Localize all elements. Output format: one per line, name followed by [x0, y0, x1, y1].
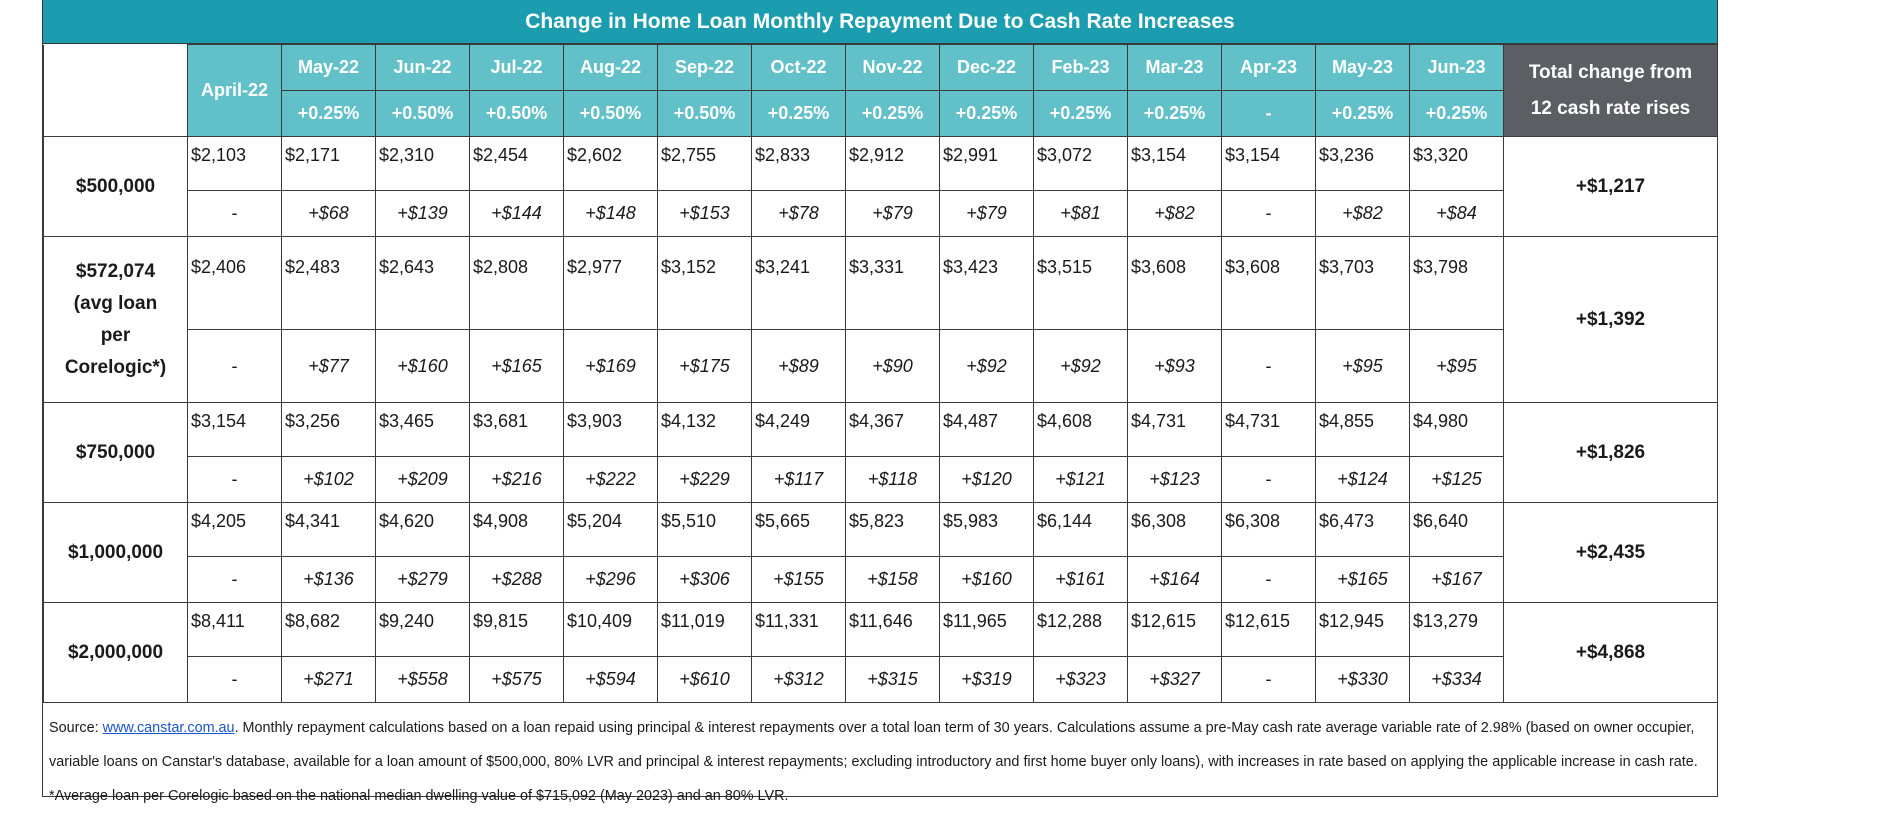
- repayment-cell: $10,409: [564, 603, 658, 657]
- month-header: Jun-23: [1410, 45, 1504, 91]
- increase-cell: +$296: [564, 557, 658, 603]
- repayment-cell: $3,320: [1410, 137, 1504, 191]
- repayment-cell: $3,465: [376, 403, 470, 457]
- increase-cell: +$209: [376, 457, 470, 503]
- repayment-cell: $3,154: [188, 403, 282, 457]
- table-row-increase: [44, 657, 1718, 703]
- repayment-cell: $11,331: [752, 603, 846, 657]
- total-header-line: Total change from: [1528, 61, 1693, 83]
- repayment-cell: $5,204: [564, 503, 658, 557]
- table-row-increase: [44, 191, 1718, 237]
- increase-cell: -: [1222, 191, 1316, 237]
- repayment-cell: $4,855: [1316, 403, 1410, 457]
- increase-cell: +$279: [376, 557, 470, 603]
- repayment-cell: $3,608: [1222, 237, 1316, 330]
- repayment-cell: $4,980: [1410, 403, 1504, 457]
- rate-change-header: +0.25%: [940, 91, 1034, 137]
- repayment-cell: $5,510: [658, 503, 752, 557]
- repayment-cell: $6,144: [1034, 503, 1128, 557]
- increase-cell: +$315: [846, 657, 940, 703]
- repayment-cell: $3,423: [940, 237, 1034, 330]
- repayment-cell: $4,132: [658, 403, 752, 457]
- table-row-increase: [44, 330, 1718, 403]
- increase-cell: +$77: [282, 330, 376, 403]
- increase-cell: +$153: [658, 191, 752, 237]
- increase-cell: +$120: [940, 457, 1034, 503]
- repayment-cell: $2,977: [564, 237, 658, 330]
- repayment-cell: $4,731: [1222, 403, 1316, 457]
- total-change-cell: +$1,392: [1504, 237, 1718, 403]
- repayment-cell: $3,703: [1316, 237, 1410, 330]
- increase-cell: +$121: [1034, 457, 1128, 503]
- month-header: Oct-22: [752, 45, 846, 91]
- table-row: [44, 403, 1718, 457]
- rate-change-header: +0.25%: [282, 91, 376, 137]
- increase-cell: +$610: [658, 657, 752, 703]
- repayment-cell: $4,249: [752, 403, 846, 457]
- increase-cell: +$164: [1128, 557, 1222, 603]
- month-header: Jun-22: [376, 45, 470, 91]
- repayment-cell: $2,602: [564, 137, 658, 191]
- table-title: Change in Home Loan Monthly Repayment Due to Cash Rate Increases: [43, 0, 1717, 44]
- rate-change-header: +0.50%: [564, 91, 658, 137]
- source-notes: [43, 703, 1717, 813]
- table-row: [44, 603, 1718, 657]
- increase-cell: +$271: [282, 657, 376, 703]
- month-header: Dec-22: [940, 45, 1034, 91]
- increase-cell: -: [188, 557, 282, 603]
- rate-change-header: +0.25%: [752, 91, 846, 137]
- repayment-cell: $6,640: [1410, 503, 1504, 557]
- table-row-increase: [44, 557, 1718, 603]
- increase-cell: +$84: [1410, 191, 1504, 237]
- table-row-increase: [44, 457, 1718, 503]
- loan-amount-line: $2,000,000: [67, 641, 164, 663]
- month-header: Jul-22: [470, 45, 564, 91]
- repayment-cell: $9,815: [470, 603, 564, 657]
- month-header: April-22: [188, 45, 282, 137]
- month-header: Feb-23: [1034, 45, 1128, 91]
- total-change-cell: +$1,826: [1504, 403, 1718, 503]
- loan-amount-label: [44, 237, 188, 403]
- repayment-cell: $3,798: [1410, 237, 1504, 330]
- repayment-cell: $3,515: [1034, 237, 1128, 330]
- increase-cell: +$92: [1034, 330, 1128, 403]
- increase-cell: +$124: [1316, 457, 1410, 503]
- total-change-cell: +$4,868: [1504, 603, 1718, 703]
- repayment-cell: $3,072: [1034, 137, 1128, 191]
- increase-cell: +$79: [846, 191, 940, 237]
- increase-cell: +$92: [940, 330, 1034, 403]
- repayment-cell: $2,310: [376, 137, 470, 191]
- increase-cell: -: [1222, 330, 1316, 403]
- increase-cell: +$327: [1128, 657, 1222, 703]
- repayment-cell: $3,903: [564, 403, 658, 457]
- repayment-cell: $3,152: [658, 237, 752, 330]
- repayment-cell: $11,965: [940, 603, 1034, 657]
- loan-amount-line: $750,000: [75, 441, 156, 463]
- repayment-cell: $6,308: [1222, 503, 1316, 557]
- increase-cell: +$175: [658, 330, 752, 403]
- repayment-cell: $12,288: [1034, 603, 1128, 657]
- repayment-cell: $2,643: [376, 237, 470, 330]
- increase-cell: +$102: [282, 457, 376, 503]
- repayment-cell: $11,019: [658, 603, 752, 657]
- total-change-cell: +$2,435: [1504, 503, 1718, 603]
- loan-amount-label: [44, 603, 188, 703]
- table-row: [44, 137, 1718, 191]
- increase-cell: +$160: [940, 557, 1034, 603]
- repayment-cell: $5,983: [940, 503, 1034, 557]
- loan-amount-line: $500,000: [75, 175, 156, 197]
- repayment-cell: $2,912: [846, 137, 940, 191]
- repayment-cell: $8,411: [188, 603, 282, 657]
- loan-amount-label: [44, 403, 188, 503]
- month-header: May-23: [1316, 45, 1410, 91]
- total-change-cell: +$1,217: [1504, 137, 1718, 237]
- increase-cell: +$93: [1128, 330, 1222, 403]
- increase-cell: +$123: [1128, 457, 1222, 503]
- increase-cell: +$68: [282, 191, 376, 237]
- increase-cell: -: [1222, 557, 1316, 603]
- repayment-cell: $4,341: [282, 503, 376, 557]
- loan-amount-line: $572,074: [75, 260, 156, 282]
- increase-cell: +$161: [1034, 557, 1128, 603]
- increase-cell: +$312: [752, 657, 846, 703]
- month-header: Sep-22: [658, 45, 752, 91]
- repayment-cell: $2,406: [188, 237, 282, 330]
- repayment-cell: $9,240: [376, 603, 470, 657]
- repayment-cell: $2,171: [282, 137, 376, 191]
- repayment-cell: $2,454: [470, 137, 564, 191]
- loan-amount-label: [44, 503, 188, 603]
- rate-change-header: +0.50%: [658, 91, 752, 137]
- repayment-cell: $3,608: [1128, 237, 1222, 330]
- increase-cell: +$558: [376, 657, 470, 703]
- rate-change-header: +0.25%: [1316, 91, 1410, 137]
- month-header: Aug-22: [564, 45, 658, 91]
- increase-cell: +$82: [1316, 191, 1410, 237]
- loan-amount-label: [44, 137, 188, 237]
- increase-cell: +$95: [1316, 330, 1410, 403]
- increase-cell: +$306: [658, 557, 752, 603]
- repayment-cell: $4,731: [1128, 403, 1222, 457]
- increase-cell: +$160: [376, 330, 470, 403]
- increase-cell: +$323: [1034, 657, 1128, 703]
- increase-cell: +$165: [1316, 557, 1410, 603]
- increase-cell: +$118: [846, 457, 940, 503]
- header-row-months: [44, 45, 1718, 91]
- month-header: Nov-22: [846, 45, 940, 91]
- increase-cell: +$144: [470, 191, 564, 237]
- increase-cell: +$125: [1410, 457, 1504, 503]
- repayment-cell: $4,487: [940, 403, 1034, 457]
- repayment-cell: $4,620: [376, 503, 470, 557]
- increase-cell: +$165: [470, 330, 564, 403]
- increase-cell: -: [1222, 657, 1316, 703]
- increase-cell: +$594: [564, 657, 658, 703]
- repayment-cell: $2,483: [282, 237, 376, 330]
- repayment-cell: $3,681: [470, 403, 564, 457]
- source-link[interactable]: www.canstar.com.au: [102, 720, 235, 736]
- increase-cell: +$139: [376, 191, 470, 237]
- repayment-cell: $2,755: [658, 137, 752, 191]
- increase-cell: +$330: [1316, 657, 1410, 703]
- total-header-line: 12 cash rate rises: [1530, 97, 1691, 119]
- repayment-table: [43, 44, 1718, 703]
- repayment-cell: $4,908: [470, 503, 564, 557]
- increase-cell: +$95: [1410, 330, 1504, 403]
- repayment-cell: $3,241: [752, 237, 846, 330]
- repayment-cell: $3,236: [1316, 137, 1410, 191]
- rate-change-header: +0.25%: [1410, 91, 1504, 137]
- increase-cell: +$334: [1410, 657, 1504, 703]
- table-row: [44, 237, 1718, 330]
- repayment-cell: $12,945: [1316, 603, 1410, 657]
- increase-cell: +$78: [752, 191, 846, 237]
- rate-change-header: +0.50%: [470, 91, 564, 137]
- loan-amount-line: per: [100, 324, 131, 346]
- repayment-cell: $2,833: [752, 137, 846, 191]
- loan-amount-line: (avg loan: [73, 292, 158, 314]
- increase-cell: +$229: [658, 457, 752, 503]
- repayment-cell: $8,682: [282, 603, 376, 657]
- header-corner: [44, 45, 188, 137]
- increase-cell: +$575: [470, 657, 564, 703]
- repayment-cell: $4,367: [846, 403, 940, 457]
- repayment-cell: $3,256: [282, 403, 376, 457]
- repayment-cell: $12,615: [1222, 603, 1316, 657]
- repayment-cell: $5,665: [752, 503, 846, 557]
- repayment-cell: $6,308: [1128, 503, 1222, 557]
- loan-amount-line: Corelogic*): [64, 356, 167, 378]
- repayment-cell: $11,646: [846, 603, 940, 657]
- loan-amount-line: $1,000,000: [67, 541, 164, 563]
- increase-cell: +$117: [752, 457, 846, 503]
- table-row: [44, 503, 1718, 557]
- repayment-cell: $4,205: [188, 503, 282, 557]
- increase-cell: +$90: [846, 330, 940, 403]
- increase-cell: +$79: [940, 191, 1034, 237]
- rate-change-header: +0.25%: [1034, 91, 1128, 137]
- rate-change-header: +0.25%: [846, 91, 940, 137]
- increase-cell: -: [1222, 457, 1316, 503]
- notes-text: . Monthly repayment calculations based on a loan repaid using principal & interest repayments over a total loan term of 30 years. Calculations assume a pre-May cash rate average variable rate of 2.98% (based on owner occupier, variable loans on Canstar's database, available for a loan amount of $500,000, 80% LVR and principal & interest repayments; excluding introductory and first home buyer only loans), with increases in rate based on applying the applicable increase in cash rate. *Average loan per Corelogic based on the national median dwelling value of $715,092 (May 2023) and an 80% LVR.: [49, 720, 1698, 804]
- increase-cell: +$169: [564, 330, 658, 403]
- total-change-header: [1504, 45, 1718, 137]
- increase-cell: -: [188, 457, 282, 503]
- increase-cell: +$158: [846, 557, 940, 603]
- repayment-cell: $5,823: [846, 503, 940, 557]
- header-row-rate-changes: [44, 91, 1718, 137]
- repayment-cell: $4,608: [1034, 403, 1128, 457]
- increase-cell: +$167: [1410, 557, 1504, 603]
- rate-change-header: -: [1222, 91, 1316, 137]
- repayment-cell: $2,991: [940, 137, 1034, 191]
- increase-cell: +$82: [1128, 191, 1222, 237]
- repayment-cell: $13,279: [1410, 603, 1504, 657]
- month-header: May-22: [282, 45, 376, 91]
- increase-cell: +$89: [752, 330, 846, 403]
- increase-cell: +$319: [940, 657, 1034, 703]
- table-card: [42, 0, 1718, 804]
- increase-cell: +$222: [564, 457, 658, 503]
- repayment-cell: $6,473: [1316, 503, 1410, 557]
- increase-cell: -: [188, 330, 282, 403]
- month-header: Apr-23: [1222, 45, 1316, 91]
- repayment-cell: $2,103: [188, 137, 282, 191]
- increase-cell: +$81: [1034, 191, 1128, 237]
- month-header: Mar-23: [1128, 45, 1222, 91]
- repayment-cell: $2,808: [470, 237, 564, 330]
- rate-change-header: +0.25%: [1128, 91, 1222, 137]
- rate-change-header: +0.50%: [376, 91, 470, 137]
- increase-cell: -: [188, 657, 282, 703]
- repayment-cell: $12,615: [1128, 603, 1222, 657]
- increase-cell: +$155: [752, 557, 846, 603]
- increase-cell: +$288: [470, 557, 564, 603]
- source-label: Source:: [49, 720, 103, 736]
- increase-cell: +$216: [470, 457, 564, 503]
- increase-cell: +$136: [282, 557, 376, 603]
- repayment-cell: $3,154: [1128, 137, 1222, 191]
- repayment-cell: $3,331: [846, 237, 940, 330]
- increase-cell: +$148: [564, 191, 658, 237]
- increase-cell: -: [188, 191, 282, 237]
- repayment-cell: $3,154: [1222, 137, 1316, 191]
